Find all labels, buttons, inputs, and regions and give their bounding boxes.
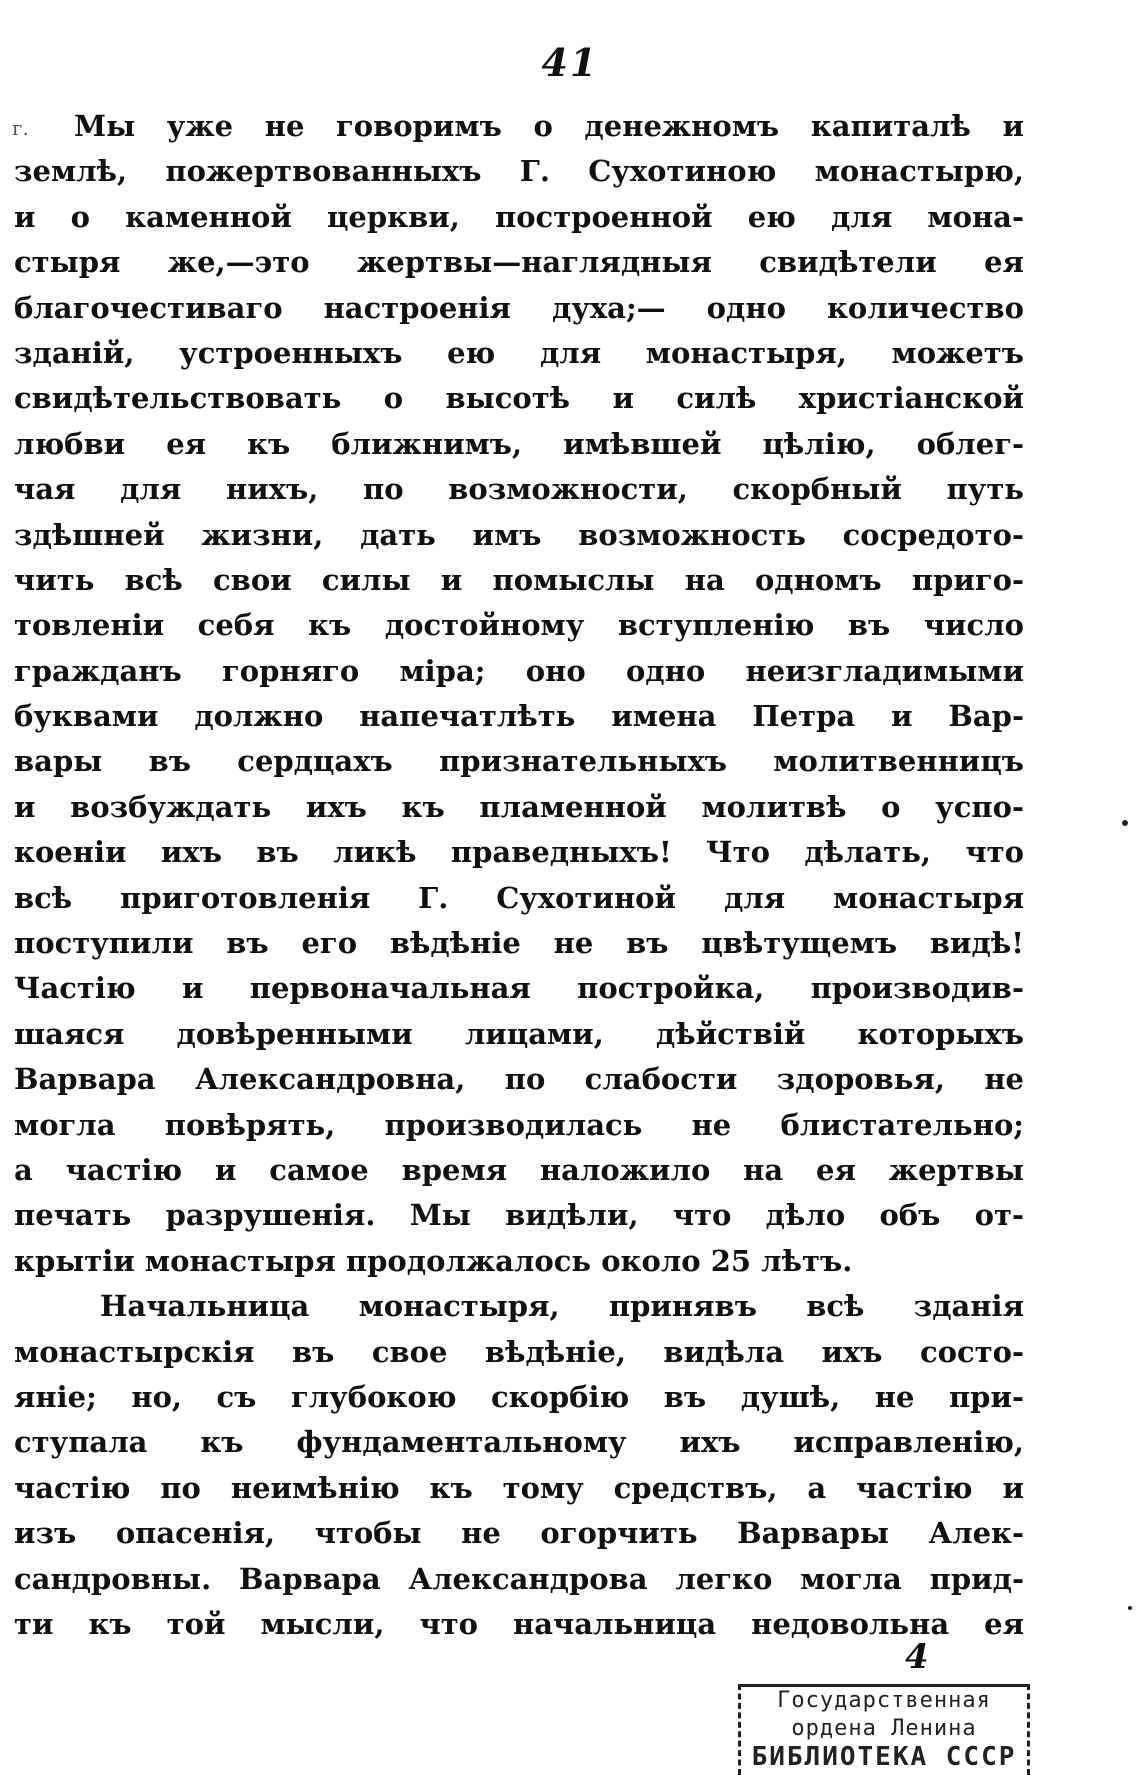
- text-line: здѣшней жизни, дать имъ возможность сосредото-: [14, 517, 1024, 552]
- text-line: и возбуждать ихъ къ пламенной молитвѣ о успо-: [14, 789, 1024, 824]
- text-line: зданій, устроенныхъ ею для монастыря, можетъ: [14, 335, 1024, 370]
- text-line: ступала къ фундаментальному ихъ исправленію,: [14, 1425, 1024, 1460]
- text-line: Мы уже не говоримъ о денежномъ капиталѣ и: [74, 109, 1024, 143]
- text-line: товленіи себя къ достойному вступленію въ число: [14, 608, 1024, 643]
- text-line: Начальница монастыря, принявъ всѣ зданія: [100, 1289, 1024, 1324]
- text-line: частію по неимѣнію къ тому средствъ, а частію и: [14, 1470, 1024, 1505]
- text-line: благочестиваго настроенія духа;— одно количество: [14, 290, 1024, 325]
- text-line: монастырскія въ свое вѣдѣніе, видѣла ихъ состо-: [14, 1334, 1024, 1369]
- text-line: свидѣтельствовать о высотѣ и силѣ христіанской: [14, 381, 1024, 416]
- text-line: шаяся довѣренными лицами, дѣйствій которыхъ: [14, 1016, 1024, 1051]
- text-line: сандровны. Варвара Александрова легко могла прид-: [14, 1561, 1024, 1596]
- text-line: землѣ, пожертвованныхъ Г. Сухотиною монастырю,: [14, 154, 1024, 189]
- text-line: любви ея къ ближнимъ, имѣвшей цѣлію, облег-: [14, 426, 1024, 461]
- library-stamp: [738, 1684, 1030, 1775]
- text-line: и о каменной церкви, построенной ею для мона-: [14, 199, 1024, 234]
- body-text: [14, 104, 1024, 1647]
- text-line: могла повѣрять, производилась не блистательно;: [14, 1107, 1024, 1142]
- stamp-line: ордена Ленина: [791, 1716, 977, 1741]
- text-line: коеніи ихъ въ ликѣ праведныхъ! Что дѣлать, что: [14, 835, 1024, 870]
- text-line: Частію и первоначальная постройка, производив-: [14, 971, 1024, 1006]
- text-line: поступили въ его вѣдѣніе не въ цвѣтущемъ видѣ!: [14, 926, 1024, 961]
- stamp-line: Государственная: [777, 1688, 991, 1713]
- text-line: а частію и самое время наложило на ея жертвы: [14, 1152, 1024, 1187]
- text-line: Варвара Александровна, по слабости здоровья, не: [14, 1062, 1024, 1097]
- ink-speck: [1122, 820, 1128, 826]
- text-line: крытіи монастыря продолжалось около 25 лѣтъ.: [14, 1243, 853, 1278]
- text-line: буквами должно напечатлѣть имена Петра и Вар-: [14, 699, 1024, 734]
- text-line: всѣ приготовленія Г. Сухотиной для монастыря: [14, 880, 1024, 915]
- text-line: ти къ той мысли, что начальница недовольна ея: [14, 1606, 1024, 1641]
- text-line: вары въ сердцахъ признательныхъ молитвенницъ: [14, 744, 1024, 779]
- stamp-line: БИБЛИОТЕКА СССР: [751, 1742, 1017, 1772]
- text-line: печать разрушенія. Мы видѣли, что дѣло объ от-: [14, 1198, 1024, 1233]
- text-line: гражданъ горняго міра; оно одно неизгладимыми: [14, 653, 1024, 688]
- text-line: чить всѣ свои силы и помыслы на одномъ приго-: [14, 562, 1024, 597]
- ink-speck: [1128, 1606, 1132, 1610]
- margin-mark: г.: [12, 116, 29, 140]
- page-number: 41: [541, 40, 599, 85]
- signature-number: 4: [905, 1637, 929, 1677]
- text-line: изъ опасенія, чтобы не огорчить Варвары Алек-: [14, 1516, 1024, 1551]
- text-line: стыря же,—это жертвы—наглядныя свидѣтели ея: [14, 245, 1024, 280]
- text-line: яніе; но, съ глубокою скорбію въ душѣ, не при-: [14, 1379, 1024, 1414]
- text-line: чая для нихъ, по возможности, скорбный путь: [14, 472, 1024, 507]
